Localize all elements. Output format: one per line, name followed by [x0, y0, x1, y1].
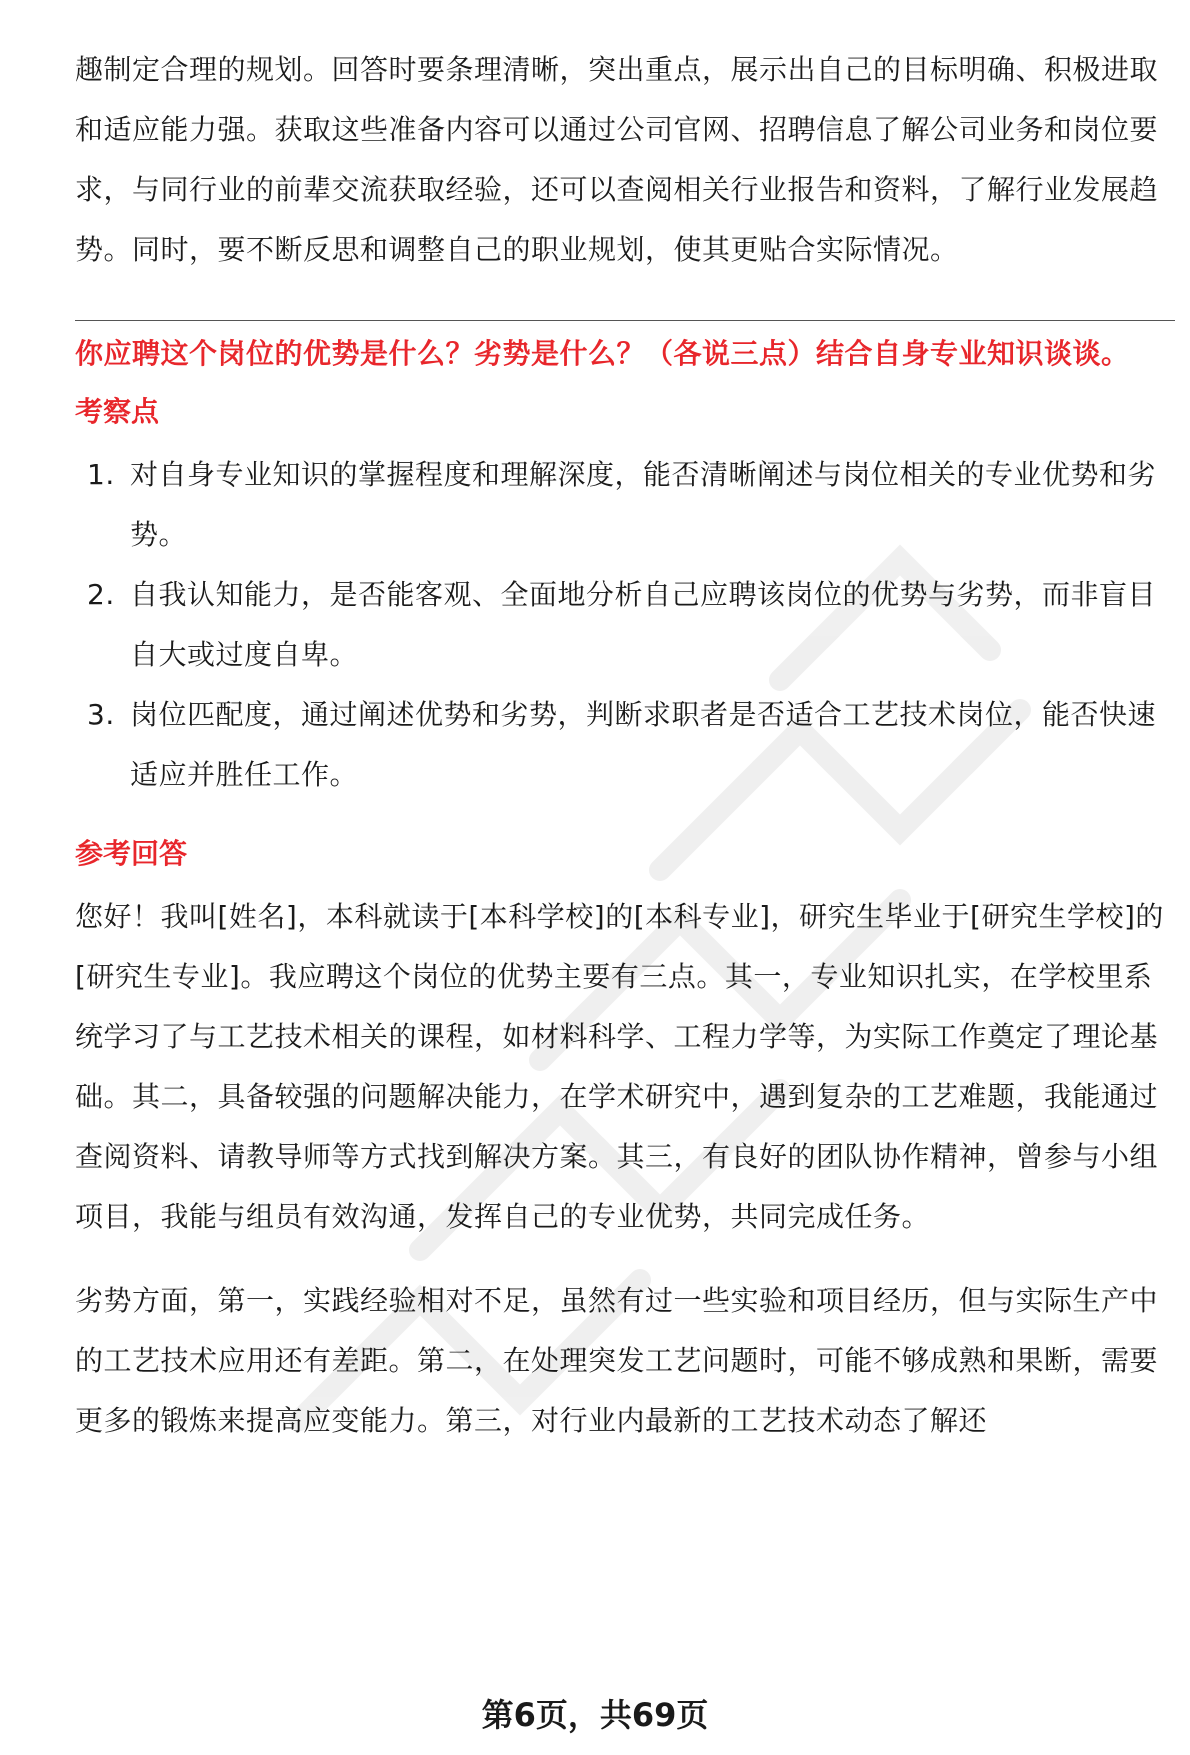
exam-points-list [75, 445, 1175, 805]
intro-paragraph: 趣制定合理的规划。回答时要条理清晰，突出重点，展示出自己的目标明确、积极进取和适应能力强。获取这些准备内容可以通过公司官网、招聘信息了解公司业务和岗位要求，与同行业的前辈交流获取经验，还可以查阅相关行业报告和资料，了解行业发展趋势。同时，要不断反思和调整自己的职业规划，使其更贴合实际情况。 [75, 53, 1159, 266]
list-item-text: 自我认知能力，是否能客观、全面地分析自己应聘该岗位的优势与劣势，而非盲目自大或过度自卑。 [130, 578, 1157, 671]
page-content [75, 40, 1175, 1451]
list-item-text: 对自身专业知识的掌握程度和理解深度，能否清晰阐述与岗位相关的专业优势和劣势。 [130, 458, 1157, 551]
section-divider [75, 320, 1175, 321]
list-item-number: 3. [87, 698, 115, 731]
answer-paragraph-strengths: 您好！我叫[姓名]，本科就读于[本科学校]的[本科专业]，研究生毕业于[研究生学校]的[研究生专业]。我应聘这个岗位的优势主要有三点。其一，专业知识扎实，在学校里系统学习了与工艺技术相关的课程，如材料科学、工程力学等，为实际工作奠定了理论基础。其二，具备较强的问题解决能力，在学术研究中，遇到复杂的工艺难题，我能通过查阅资料、请教导师等方式找到解决方案。其三，有良好的团队协作精神，曾参与小组项目，我能与组员有效沟通，发挥自己的专业优势，共同完成任务。 [75, 900, 1164, 1233]
list-item-number: 1. [87, 458, 115, 491]
question-heading: 你应聘这个岗位的优势是什么？劣势是什么？（各说三点）结合自身专业知识谈谈。 [75, 337, 1130, 370]
answer-paragraph-weaknesses: 劣势方面，第一，实践经验相对不足，虽然有过一些实验和项目经历，但与实际生产中的工艺技术应用还有差距。第二，在处理突发工艺问题时，可能不够成熟和果断，需要更多的锻炼来提高应变能力。第三，对行业内最新的工艺技术动态了解还 [75, 1284, 1159, 1437]
exam-points-heading: 考察点 [75, 395, 160, 428]
list-item [75, 685, 1175, 805]
list-item [75, 445, 1175, 565]
list-item-text: 岗位匹配度，通过阐述优势和劣势，判断求职者是否适合工艺技术岗位，能否快速适应并胜任工作。 [130, 698, 1157, 791]
reference-answer-heading: 参考回答 [75, 837, 188, 870]
list-item [75, 565, 1175, 685]
page-number-footer: 第6页，共69页 [481, 1696, 709, 1734]
list-item-number: 2. [87, 578, 115, 611]
